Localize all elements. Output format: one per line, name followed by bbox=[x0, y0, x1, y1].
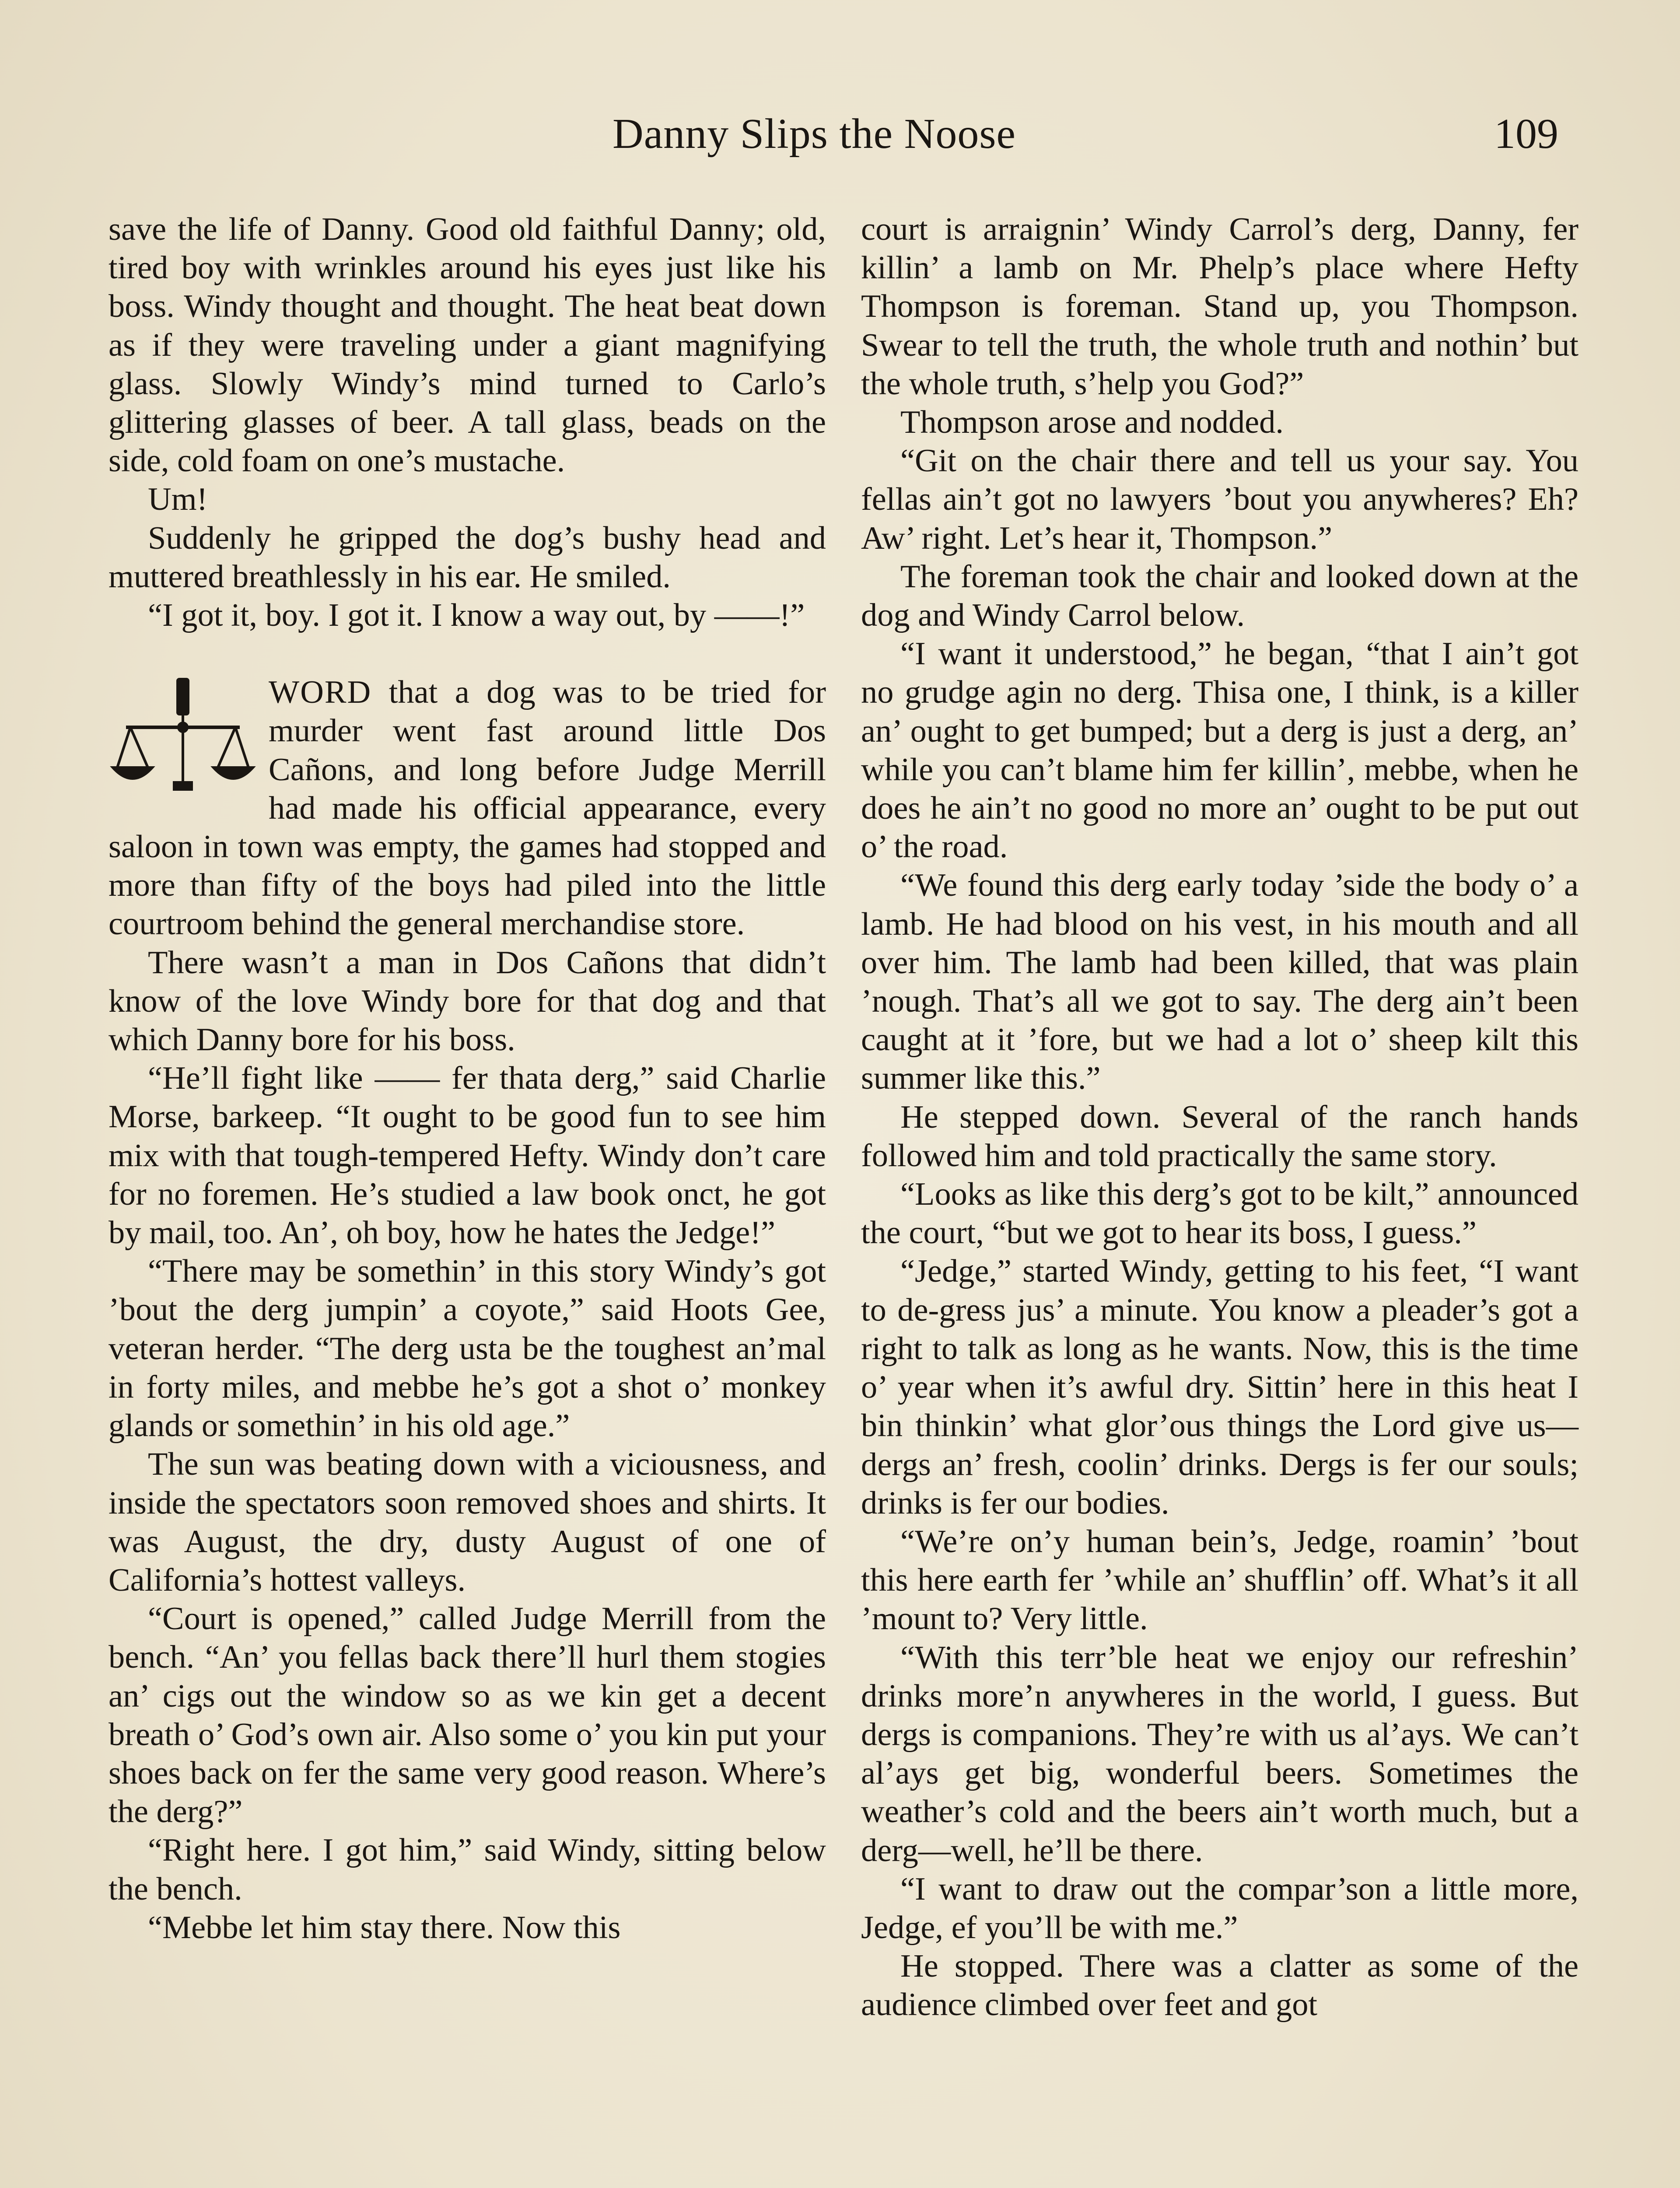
paragraph: “Looks as like this derg’s got to be kilt,” announced the court, “but we got to hear its boss, I guess.” bbox=[861, 1176, 1578, 1251]
section-opening-paragraph bbox=[108, 673, 826, 943]
paragraph: “I want to draw out the compar’son a little more, Jedge, ef you’ll be with me.” bbox=[861, 1871, 1578, 1946]
paragraph: Suddenly he gripped the dog’s bushy head and muttered breathlessly in his ear. He smiled. bbox=[108, 520, 826, 595]
paragraph: He stepped down. Several of the ranch hands followed him and told practically the same story. bbox=[861, 1099, 1578, 1174]
running-title: Danny Slips the Noose bbox=[612, 110, 1016, 158]
paragraph: “With this terr’ble heat we enjoy our refreshin’ drinks more’n anywheres in the world, I guess. But dergs is companions. They’re with us al’ays. We can’t al’ays get big, wonderful beers. Sometimes the weather’s cold and the beers ain’t worth much, but a derg—well, he’ll be there. bbox=[861, 1639, 1578, 1869]
paragraph: “Jedge,” started Windy, getting to his feet, “I want to de-gress jus’ a minute. You know a pleader’s got a right to talk as long as he wants. Now, this is the time o’ year when it’s awful dry. Sittin’ here in this heat I bin thinkin’ what glor’ous things the Lord give us—dergs an’ fresh, coolin’ drinks. Dergs is fer our souls; drinks is fer our bodies. bbox=[861, 1253, 1578, 1521]
page-header bbox=[0, 109, 1680, 171]
paragraph: save the life of Danny. Good old faithful Danny; old, tired boy with wrinkles around his eyes just like his boss. Windy thought and thought. The heat beat down as if they were traveling under a giant magnifying glass. Slowly Windy’s mind turned to Carlo’s glittering glasses of beer. A tall glass, beads on the side, cold foam on one’s mustache. bbox=[108, 211, 826, 479]
paragraph: “Mebbe let him stay there. Now this bbox=[148, 1909, 621, 1946]
paragraph: There wasn’t a man in Dos Cañons that didn’t know of the love Windy bore for that dog and that which Danny bore for his boss. bbox=[108, 944, 826, 1058]
paragraph: The foreman took the chair and looked down at the dog and Windy Carrol below. bbox=[861, 558, 1578, 634]
paragraph: “Court is opened,” called Judge Merrill from the bench. “An’ you fellas back there’ll hurl them stogies an’ cigs out the window so as we kin get a decent breath o’ God’s own air. Also some o’ you kin put your shoes back on fer the same very good reason. Where’s the derg?” bbox=[108, 1601, 826, 1830]
paragraph: “We’re on’y human bein’s, Jedge, roamin’ ’bout this here earth fer ’while an’ shufflin’ off. What’s it all ’mount to? Very little. bbox=[861, 1523, 1578, 1637]
paragraph: “He’ll fight like —— fer thata derg,” said Charlie Morse, barkeep. “It ought to be good fun to see him mix with that tough-tempered Hefty. Windy don’t care for no foremen. He’s studied a law book onct, he got by mail, too. An’, oh boy, how he hates the Jedge!” bbox=[108, 1060, 826, 1251]
left-column bbox=[108, 210, 826, 1947]
paragraph-text: that a dog was to be tried for murder went fast around little Dos Cañons, and long before Judge Merrill had made his official appearance, every saloon in town was empty, the games had stopped and more than fifty of the boys had piled into the little courtroom behind the general merchandise store. bbox=[108, 674, 826, 942]
paragraph: court is arraignin’ Windy Carrol’s derg, Danny, fer killin’ a lamb on Mr. Phelp’s place where Hefty Thompson is foreman. Stand up, you Thompson. Swear to tell the truth, the whole truth and nothin’ but the whole truth, s’help you God?” bbox=[861, 211, 1578, 402]
paragraph: “Git on the chair there and tell us your say. You fellas ain’t got no lawyers ’bout you anywheres? Eh? Aw’ right. Let’s hear it, Thompson.” bbox=[861, 443, 1578, 556]
paragraph: The sun was beating down with a viciousness, and inside the spectators soon removed shoes and shirts. It was August, the dry, dusty August of one of California’s hottest valleys. bbox=[108, 1446, 826, 1598]
right-column bbox=[861, 210, 1578, 2024]
page-number: 109 bbox=[1494, 110, 1558, 158]
scales-of-justice-icon bbox=[108, 676, 257, 794]
paragraph: “I want it understood,” he began, “that I ain’t got no grudge agin no derg. Thisa one, I think, is a killer an’ ought to get bumped; but a derg is just a derg, an’ while you can’t blame him fer killin’, mebbe, when he does he ain’t no good no more an’ ought to be put out o’ the road. bbox=[861, 636, 1578, 865]
paragraph: He stopped. There was a clatter as some of the audience climbed over feet and got bbox=[861, 1948, 1578, 2023]
paragraph: Um! bbox=[148, 481, 208, 518]
paragraph: Thompson arose and nodded. bbox=[900, 404, 1284, 441]
section-opening-word: WORD bbox=[269, 674, 372, 711]
section-break bbox=[108, 635, 826, 673]
paragraph: “There may be somethin’ in this story Windy’s got ’bout the derg jumpin’ a coyote,” said Hoots Gee, veteran herder. “The derg usta be the toughest an’mal in forty miles, and mebbe he’s got a shot o’ monkey glands or somethin’ in his old age.” bbox=[108, 1253, 826, 1444]
paragraph: “I got it, boy. I got it. I know a way out, by ——!” bbox=[148, 597, 805, 634]
paragraph: “We found this derg early today ’side the body o’ a lamb. He had blood on his vest, in his mouth and all over him. The lamb had been killed, that was plain ’nough. That’s all we got to say. The derg ain’t been caught at it ’fore, but we had a lot o’ sheep kilt this summer like this.” bbox=[861, 867, 1578, 1097]
paragraph: “Right here. I got him,” said Windy, sitting below the bench. bbox=[108, 1832, 826, 1907]
